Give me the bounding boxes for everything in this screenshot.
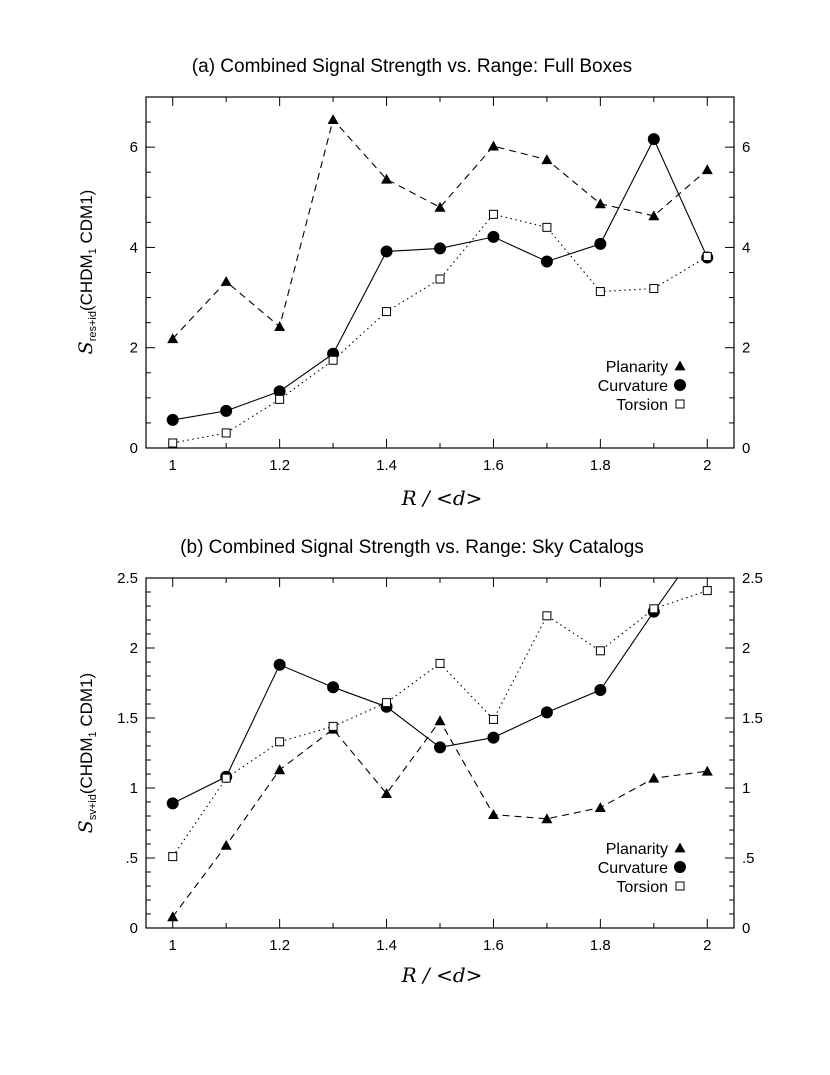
- legend-label-planarity: Planarity: [605, 841, 668, 858]
- planarity-point-0: [167, 911, 178, 921]
- torsion-point-10: [703, 587, 711, 595]
- torsion-point-0: [169, 853, 177, 861]
- y-tick-label-left: 1: [129, 780, 138, 797]
- legend-curvature-point-marker: [674, 861, 686, 873]
- x-tick-label: 1.8: [589, 937, 611, 954]
- chart-title: (b) Combined Signal Strength vs. Range: Sky Catalogs: [180, 537, 644, 558]
- torsion-point-6: [489, 210, 497, 218]
- planarity-point-5: [435, 715, 446, 725]
- planarity-point-7: [541, 154, 552, 164]
- legend-curvature-point-marker: [674, 379, 686, 391]
- curvature-point-8: [594, 238, 606, 250]
- planarity-point-2: [274, 321, 285, 331]
- torsion-point-10: [703, 252, 711, 260]
- y-tick-label-right: 6: [742, 139, 751, 157]
- x-tick-label: 1: [168, 457, 177, 474]
- y-tick-label-left: 2.5: [117, 570, 138, 587]
- curvature-point-7: [541, 255, 553, 267]
- curvature-point-5: [434, 242, 446, 254]
- curvature-point-0: [167, 414, 179, 426]
- planarity-point-6: [488, 809, 499, 819]
- planarity-point-6: [488, 141, 499, 151]
- legend-label-curvature: Curvature: [597, 860, 668, 877]
- torsion-point-8: [596, 288, 604, 296]
- planarity-point-3: [328, 114, 339, 124]
- plot-frame: [146, 97, 734, 448]
- torsion-point-1: [222, 429, 230, 437]
- curvature-point-3: [327, 681, 339, 693]
- y-tick-label-right: 1.5: [742, 710, 763, 727]
- torsion-point-8: [596, 647, 604, 655]
- y-tick-label-left: 4: [129, 239, 138, 257]
- y-tick-label-right: 4: [742, 239, 751, 257]
- y-tick-label-right: 2: [742, 640, 751, 657]
- torsion-point-6: [489, 715, 497, 723]
- x-tick-label: 1.6: [483, 937, 504, 954]
- planarity-point-9: [648, 773, 659, 783]
- x-tick-label: 1.8: [589, 457, 611, 474]
- legend: [598, 841, 686, 896]
- y-tick-label-left: 0: [129, 920, 138, 937]
- legend-label-curvature: Curvature: [597, 378, 668, 395]
- y-tick-label-right: 0: [742, 920, 751, 937]
- legend: [598, 359, 686, 414]
- planarity-point-1: [221, 840, 232, 850]
- planarity-point-8: [595, 802, 606, 812]
- curvature-point-2: [274, 659, 286, 671]
- x-tick-label: 2: [703, 457, 712, 474]
- torsion-point-5: [436, 659, 444, 667]
- chart-panel-b: [75, 536, 763, 987]
- torsion-point-4: [383, 699, 391, 707]
- planarity-line: [173, 120, 708, 339]
- y-tick-label-left: 2: [129, 640, 138, 657]
- x-tick-label: 1.2: [269, 937, 291, 954]
- x-tick-label: 1.6: [483, 457, 504, 474]
- y-axis-label: $S_{res+id}(CHDM_1$ CDM1): [75, 189, 99, 355]
- torsion-point-5: [436, 275, 444, 283]
- y-tick-label-left: 2: [129, 339, 138, 357]
- x-tick-label: 1.4: [376, 457, 397, 474]
- torsion-point-1: [222, 774, 230, 782]
- planarity-point-10: [702, 164, 713, 174]
- curvature-point-6: [487, 732, 499, 744]
- series-curvature: [167, 536, 708, 809]
- curvature-point-8: [594, 684, 606, 696]
- legend-torsion-point-marker: [676, 882, 684, 890]
- series-planarity: [167, 114, 713, 343]
- torsion-point-7: [543, 612, 551, 620]
- y-tick-label-left: .5: [125, 850, 138, 867]
- curvature-line: [173, 536, 708, 803]
- legend-planarity-point-marker: [675, 361, 686, 371]
- torsion-point-2: [276, 738, 284, 746]
- x-tick-label: 2: [703, 937, 712, 954]
- x-axis-label: R / <d>: [401, 963, 483, 987]
- torsion-point-7: [543, 223, 551, 231]
- y-tick-label-right: .5: [742, 850, 755, 867]
- y-axis-label: $S_{sv+id}(CHDM_1$ CDM1): [75, 672, 99, 834]
- torsion-point-4: [383, 308, 391, 316]
- planarity-point-2: [274, 764, 285, 774]
- torsion-point-2: [276, 395, 284, 403]
- chart-panel-a: [75, 56, 750, 510]
- legend-label-planarity: Planarity: [605, 359, 668, 376]
- curvature-point-4: [381, 245, 393, 257]
- legend-torsion-point-marker: [676, 400, 684, 408]
- curvature-point-5: [434, 741, 446, 753]
- curvature-point-6: [487, 231, 499, 243]
- planarity-point-10: [702, 766, 713, 776]
- y-tick-label-left: 6: [129, 139, 138, 157]
- torsion-point-9: [650, 285, 658, 293]
- y-tick-label-right: 1: [742, 780, 751, 797]
- x-axis-label: R / <d>: [401, 486, 483, 510]
- legend-label-torsion: Torsion: [616, 397, 668, 414]
- legend-planarity-point-marker: [675, 843, 686, 853]
- curvature-point-0: [167, 797, 179, 809]
- y-tick-label-right: 2.5: [742, 570, 763, 587]
- x-tick-label: 1: [168, 937, 177, 954]
- torsion-point-3: [329, 356, 337, 364]
- y-tick-label-right: 0: [742, 440, 751, 457]
- x-tick-label: 1.2: [269, 457, 291, 474]
- curvature-point-9: [648, 133, 660, 145]
- y-tick-label-left: 0: [129, 440, 138, 457]
- torsion-point-0: [169, 439, 177, 447]
- y-tick-label-left: 1.5: [117, 710, 138, 727]
- planarity-point-1: [221, 276, 232, 286]
- torsion-point-9: [650, 605, 658, 613]
- torsion-point-3: [329, 722, 337, 730]
- curvature-point-7: [541, 706, 553, 718]
- planarity-point-8: [595, 198, 606, 208]
- x-tick-label: 1.4: [376, 937, 397, 954]
- chart-title: (a) Combined Signal Strength vs. Range: Full Boxes: [191, 56, 633, 77]
- curvature-point-1: [220, 405, 232, 417]
- y-tick-label-right: 2: [742, 339, 751, 357]
- legend-label-torsion: Torsion: [616, 879, 668, 896]
